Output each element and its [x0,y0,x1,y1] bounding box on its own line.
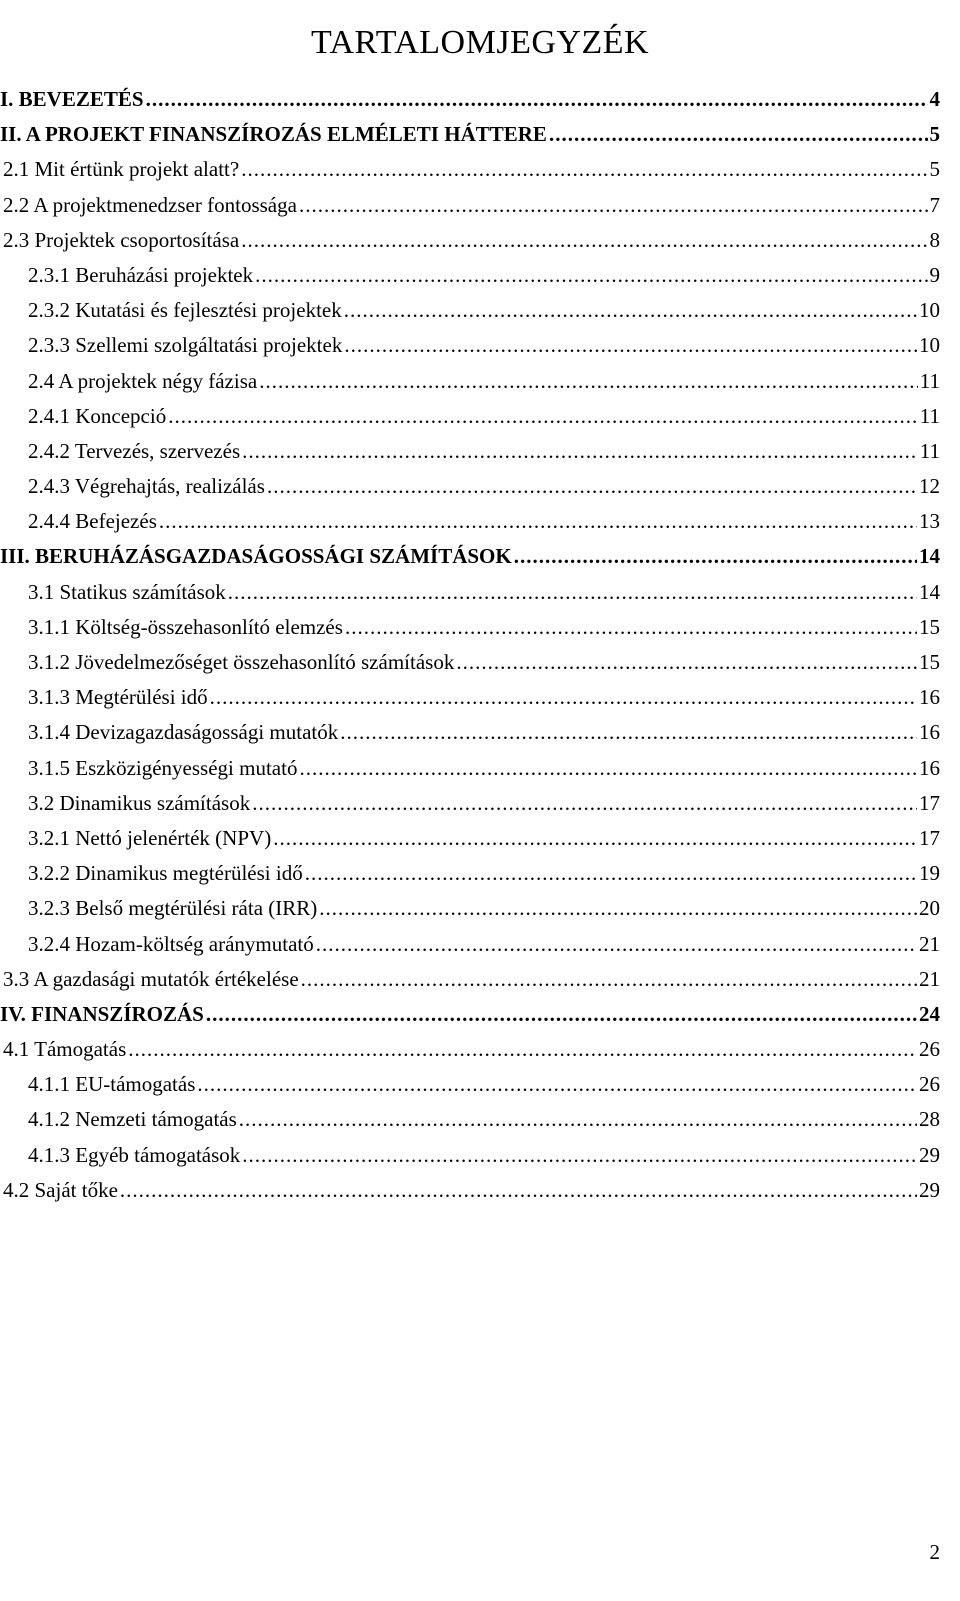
toc-entry-label: 2.3 Projektek csoportosítása [3,227,240,252]
toc-dot-leader [168,399,918,434]
page-number: 2 [929,1540,940,1564]
toc-entry-page: 16 [919,685,940,710]
toc-entry[interactable] [0,1032,960,1067]
toc-entry[interactable] [0,258,960,293]
toc-entry[interactable] [0,575,960,610]
toc-entry-page: 17 [919,825,940,850]
toc-dot-leader [120,1173,917,1208]
toc-entry-label: 2.2 A projektmenedzser fontossága [3,192,297,217]
toc-entry-label: 4.1.3 Egyéb támogatások [28,1142,241,1167]
toc-dot-leader [316,927,917,962]
toc-entry-page: 26 [919,1072,940,1097]
toc-dot-leader [228,575,917,610]
toc-entry-page: 11 [919,403,940,428]
toc-entry-label: IV. FINANSZÍROZÁS [0,1001,204,1026]
toc-dot-leader [345,610,917,645]
toc-entry-label: 4.1.1 EU-támogatás [28,1072,196,1097]
toc-entry-label: 3.1.2 Jövedelmezőséget összehasonlító számítások [28,650,455,674]
toc-dot-leader [259,364,918,399]
toc-entry-label: 3.1 Statikus számítások [28,579,226,604]
toc-entry-page: 16 [919,720,940,745]
toc-entry-label: 3.2.2 Dinamikus megtérülési idő [28,861,303,886]
toc-entry[interactable] [0,891,960,926]
toc-entry-page: 26 [919,1037,940,1062]
toc-dot-leader [456,645,917,680]
toc-entry-page: 7 [929,192,940,217]
toc-entry-page: 15 [919,614,940,639]
toc-dot-leader [305,856,917,891]
toc-entry-page: 20 [919,896,940,921]
toc-dot-leader [299,188,928,223]
toc-entry[interactable] [0,821,960,856]
toc-entry-label: 2.4.3 Végrehajtás, realizálás [28,474,265,499]
toc-entry-label: 3.2.1 Nettó jelenérték (NPV) [28,825,272,850]
toc-dot-leader [319,891,917,926]
toc-dot-leader [241,223,927,258]
toc-entry-page: 5 [929,122,940,147]
toc-entry[interactable] [0,152,960,187]
toc-entry-page: 14 [919,579,940,604]
toc-entry-label: 3.2 Dinamikus számítások [28,790,251,815]
toc-entry[interactable] [0,751,960,786]
toc-entry-label: 3.2.3 Belső megtérülési ráta (IRR) [28,896,318,921]
toc-entry-page: 29 [919,1177,940,1202]
toc-entry[interactable] [0,328,960,363]
toc-entry[interactable] [0,680,960,715]
toc-entry[interactable] [0,645,960,680]
toc-entry-label: 4.2 Saját tőke [3,1177,118,1202]
toc-entry-label: 3.3 A gazdasági mutatók értékelése [3,966,299,991]
toc-dot-leader [299,751,917,786]
toc-dot-leader [301,962,917,997]
toc-entry-label: 2.3.3 Szellemi szolgáltatási projektek [28,333,343,358]
toc-entry-label: 2.3.1 Beruházási projektek [28,262,254,287]
toc-entry-label: 3.2.4 Hozam-költség aránymutató [28,931,314,956]
toc-entry[interactable] [0,504,960,539]
toc-entry[interactable] [0,786,960,821]
toc-dot-leader [344,293,917,328]
toc-entry-page: 21 [919,966,940,991]
toc-dot-leader [241,152,927,187]
toc-entry[interactable] [0,188,960,223]
toc-entry-page: 12 [919,474,940,499]
toc-entry[interactable] [0,399,960,434]
toc-entry[interactable] [0,610,960,645]
toc-entry[interactable] [0,117,960,152]
toc-entry-page: 16 [919,755,940,780]
toc-entry[interactable] [0,1138,960,1173]
toc-entry-page: 14 [919,544,940,569]
toc-entry[interactable] [0,1173,960,1208]
toc-entry-label: 4.1 Támogatás [3,1037,127,1062]
toc-entry[interactable] [0,82,960,117]
table-of-contents [0,82,960,1208]
toc-dot-leader [197,1067,917,1102]
toc-entry[interactable] [0,856,960,891]
toc-dot-leader [239,1102,917,1137]
toc-dot-leader [206,997,917,1032]
toc-dot-leader [146,82,928,117]
toc-entry-page: 24 [919,1001,940,1026]
toc-entry-label: 3.1.3 Megtérülési idő [28,685,208,710]
toc-entry[interactable] [0,539,960,574]
toc-entry[interactable] [0,1102,960,1137]
toc-entry-label: 2.1 Mit értünk projekt alatt? [3,157,240,182]
toc-entry[interactable] [0,1067,960,1102]
toc-entry-page: 10 [919,333,940,358]
toc-entry[interactable] [0,715,960,750]
toc-entry-label: 2.4 A projektek négy fázisa [28,368,258,393]
toc-entry-page: 29 [919,1142,940,1167]
toc-entry-label: 3.1.1 Költség-összehasonlító elemzés [28,614,343,639]
toc-entry[interactable] [0,293,960,328]
toc-entry-page: 28 [919,1107,940,1132]
toc-entry[interactable] [0,469,960,504]
toc-entry-label: 2.4.1 Koncepció [28,403,167,428]
toc-entry-label: 2.4.2 Tervezés, szervezés [28,438,241,463]
toc-entry-label: 2.4.4 Befejezés [28,509,157,534]
toc-dot-leader [340,715,917,750]
toc-entry-page: 11 [919,438,940,463]
toc-entry[interactable] [0,223,960,258]
toc-entry-page: 9 [929,262,940,287]
toc-entry-page: 15 [919,650,940,674]
toc-entry[interactable] [0,364,960,399]
toc-entry-page: 10 [919,298,940,323]
toc-dot-leader [514,539,917,574]
toc-entry-page: 17 [919,790,940,815]
toc-entry[interactable] [0,997,960,1032]
toc-entry-page: 5 [929,157,940,182]
toc-dot-leader [267,469,917,504]
toc-entry-label: 3.1.5 Eszközigényességi mutató [28,755,298,780]
toc-dot-leader [242,434,918,469]
toc-entry-page: 4 [929,87,940,111]
toc-entry[interactable] [0,927,960,962]
toc-entry[interactable] [0,962,960,997]
toc-dot-leader [549,117,928,152]
toc-dot-leader [344,328,917,363]
toc-dot-leader [242,1138,917,1173]
toc-dot-leader [128,1032,917,1067]
toc-dot-leader [273,821,917,856]
toc-entry[interactable] [0,434,960,469]
toc-entry-label: 4.1.2 Nemzeti támogatás [28,1107,237,1132]
toc-entry-label: 2.3.2 Kutatási és fejlesztési projektek [28,298,342,323]
toc-dot-leader [252,786,917,821]
toc-entry-page: 13 [919,509,940,534]
page-title: TARTALOMJEGYZÉK [310,23,650,61]
toc-entry-label: I. BEVEZETÉS [0,87,144,111]
toc-entry-page: 21 [919,931,940,956]
toc-entry-label: III. BERUHÁZÁSGAZDASÁGOSSÁGI SZÁMÍTÁSOK [0,544,512,569]
toc-entry-label: II. A PROJEKT FINANSZÍROZÁS ELMÉLETI HÁTTERE [0,122,547,147]
toc-dot-leader [210,680,917,715]
toc-entry-page: 8 [929,227,940,252]
toc-dot-leader [255,258,927,293]
toc-entry-label: 3.1.4 Devizagazdaságossági mutatók [28,720,339,745]
toc-dot-leader [159,504,917,539]
toc-entry-page: 19 [919,861,940,886]
toc-entry-page: 11 [919,368,940,393]
